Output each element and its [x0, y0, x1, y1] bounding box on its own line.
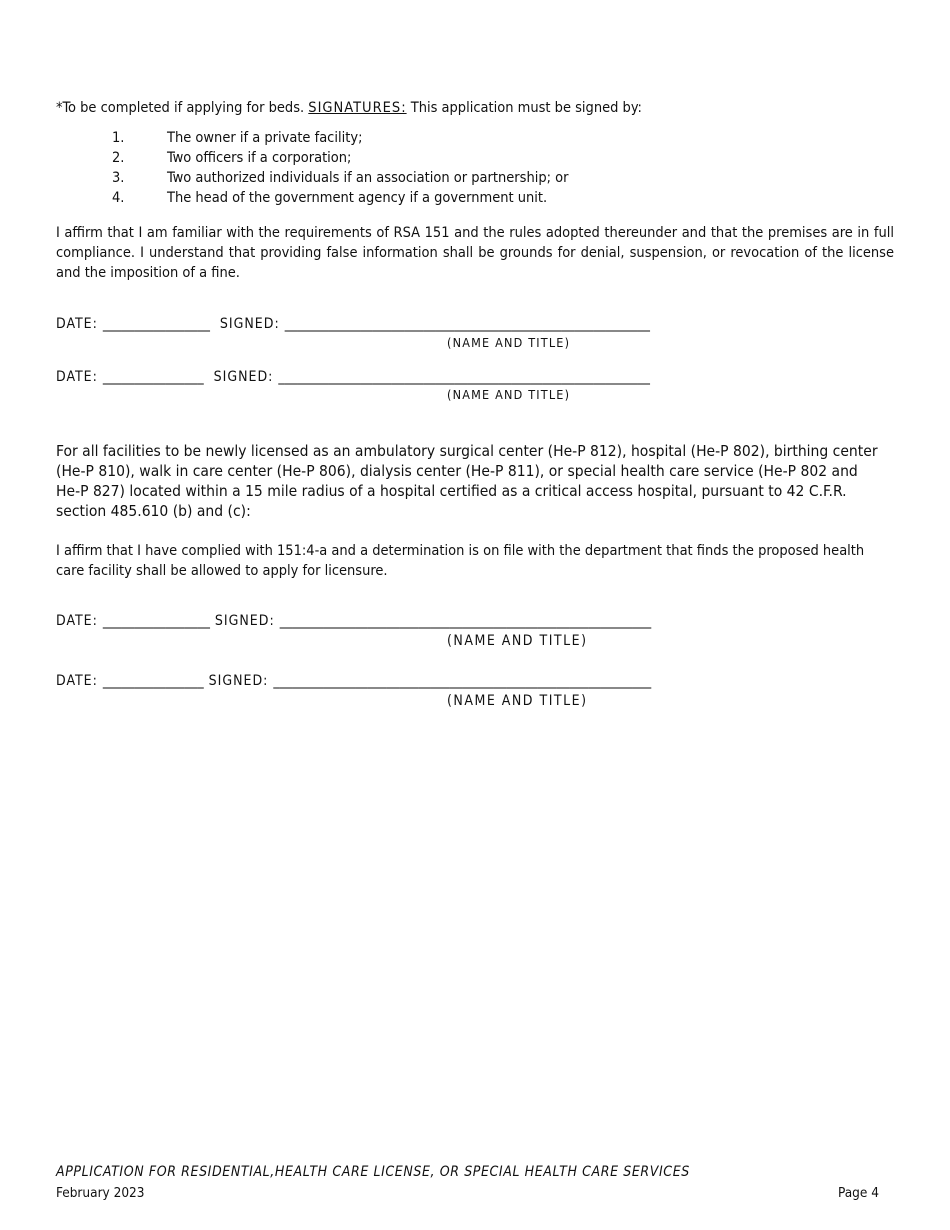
- critical-access-paragraph: For all facilities to be newly licensed as an ambulatory surgical center (He-P 812), hospital (He-P 802), birthing center (He-P 810), walk in care center (He-P 806), dialysis center (He-P 811), or special health care service (He-P 802 and He-P 827) located within a 15 mile radius of a hospital certified as a critical access hospital, pursuant to 42 C.F.R. section 485.610 (b) and (c):: [56, 442, 878, 520]
- name-and-title-caption: (NAME AND TITLE): [447, 387, 571, 402]
- signature-field[interactable]: __________________________________________________________: [284, 316, 650, 332]
- list-item-text: Two officers if a corporation;: [167, 150, 352, 166]
- date-field[interactable]: ________________: [102, 369, 204, 385]
- list-item-number: 4.: [112, 190, 125, 206]
- signature-row: [56, 611, 651, 631]
- signatures-heading: SIGNATURES:: [308, 100, 407, 116]
- signed-label: SIGNED:: [219, 316, 280, 332]
- page-number: Page 4: [838, 1185, 879, 1201]
- signatures-text: This application must be signed by:: [406, 100, 642, 116]
- affirmation-rsa-151: I affirm that I am familiar with the requirements of RSA 151 and the rules adopted thereunder and that the premises are in full compliance. I understand that providing false information shall be grounds for denial, suspension, or revocation of the license and the imposition of a fine.: [56, 225, 894, 281]
- signed-label: SIGNED:: [213, 369, 274, 385]
- date-field[interactable]: _________________: [102, 613, 210, 629]
- signature-row: [56, 314, 650, 334]
- list-item: [112, 128, 569, 148]
- list-item-text: The owner if a private facility;: [167, 130, 363, 146]
- signature-row: [56, 367, 650, 387]
- signature-field[interactable]: ____________________________________________________________: [273, 673, 652, 689]
- footer-date: February 2023: [56, 1185, 145, 1201]
- list-item-number: 2.: [112, 150, 125, 166]
- name-and-title-caption: (NAME AND TITLE): [447, 335, 571, 350]
- date-label: DATE:: [56, 369, 98, 385]
- date-label: DATE:: [56, 316, 98, 332]
- date-label: DATE:: [56, 673, 98, 689]
- signature-row: [56, 671, 651, 691]
- signature-field[interactable]: ___________________________________________________________: [279, 613, 652, 629]
- signed-label: SIGNED:: [208, 673, 269, 689]
- list-item-number: 1.: [112, 130, 125, 146]
- list-item-text: Two authorized individuals if an association or partnership; or: [167, 170, 569, 186]
- list-item: [112, 148, 569, 168]
- signature-field[interactable]: ___________________________________________________________: [278, 369, 650, 385]
- list-item-number: 3.: [112, 170, 125, 186]
- date-field[interactable]: ________________: [102, 673, 204, 689]
- signed-label: SIGNED:: [214, 613, 275, 629]
- list-item-text: The head of the government agency if a government unit.: [167, 190, 548, 206]
- beds-note: [56, 98, 642, 118]
- date-label: DATE:: [56, 613, 98, 629]
- signer-list: [112, 128, 569, 208]
- date-field[interactable]: _________________: [102, 316, 210, 332]
- footer-title: APPLICATION FOR RESIDENTIAL,HEALTH CARE LICENSE, OR SPECIAL HEALTH CARE SERVICES: [56, 1164, 690, 1180]
- affirmation-151-4-a: I affirm that I have complied with 151:4-a and a determination is on file with the department that finds the proposed health care facility shall be allowed to apply for licensure.: [56, 543, 865, 579]
- name-and-title-caption: (NAME AND TITLE): [447, 693, 588, 709]
- beds-note-text: *To be completed if applying for beds.: [56, 100, 309, 116]
- list-item: [112, 188, 569, 208]
- list-item: [112, 168, 569, 188]
- name-and-title-caption: (NAME AND TITLE): [447, 633, 588, 649]
